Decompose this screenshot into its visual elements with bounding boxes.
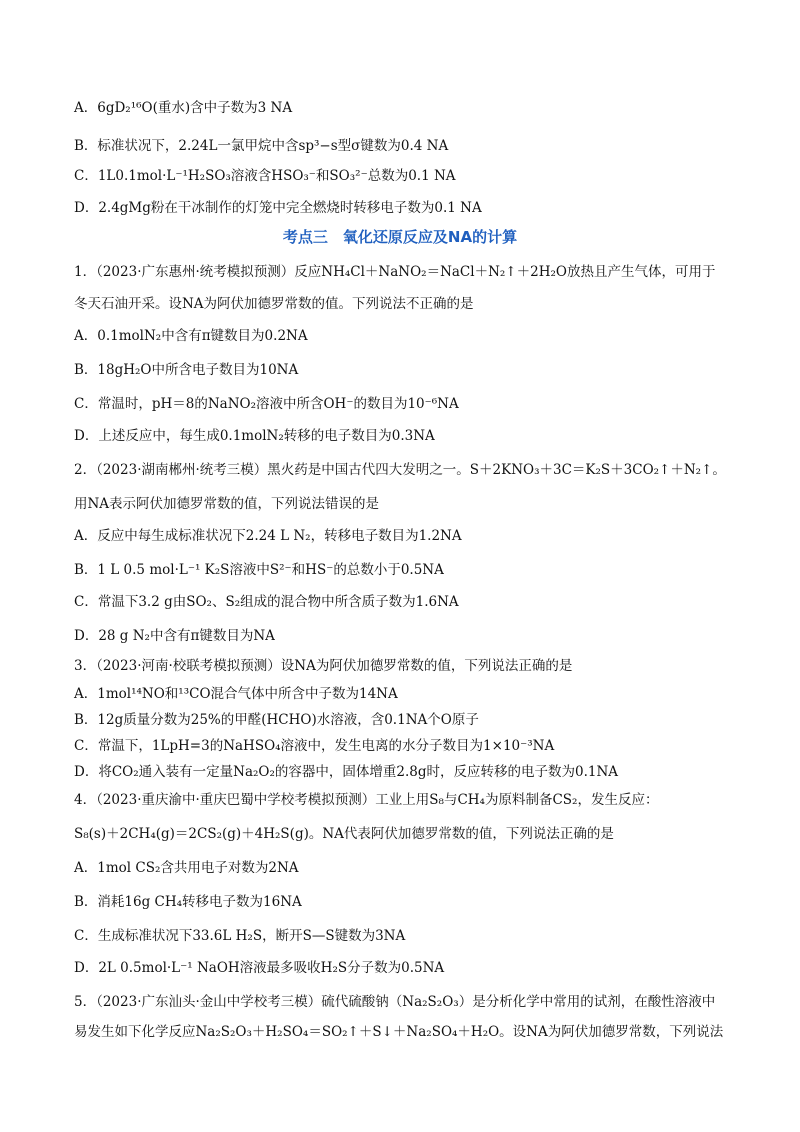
question-2-option-d: D．28 g N₂中含有π键数目为NA <box>74 628 275 644</box>
question-3-stem: 3．（2023·河南·校联考模拟预测）设NA为阿伏加德罗常数的值，下列说法正确的是 <box>74 658 573 674</box>
question-3-option-c: C．常温下，1LpH=3的NaHSO₄溶液中，发生电离的水分子数目为1×10⁻³NA <box>74 738 555 754</box>
question-4-option-c: C．生成标准状况下33.6L H₂S，断开S—S键数为3NA <box>74 928 406 944</box>
question-1-stem-line-1: 1．（2023·广东惠州·统考模拟预测）反应NH₄Cl＋NaNO₂＝NaCl＋N₂↑＋2H₂O放热且产生气体，可用于 <box>74 264 716 280</box>
question-3-option-b: B．12g质量分数为25%的甲醛(HCHO)水溶液，含0.1NA个O原子 <box>74 712 479 728</box>
question-5-stem-line-1: 5．（2023·广东汕头·金山中学校考三模）硫代硫酸钠（Na₂S₂O₃）是分析化学中常用的试剂，在酸性溶液中 <box>74 994 716 1010</box>
section-heading: 考点三 氧化还原反应及NA的计算 <box>282 228 518 246</box>
question-4-option-d: D．2L 0.5mol·L⁻¹ NaOH溶液最多吸收H₂S分子数为0.5NA <box>74 960 445 976</box>
question-4-stem-line-2: S₈(s)＋2CH₄(g)＝2CS₂(g)＋4H₂S(g)。NA代表阿伏加德罗常数的值，下列说法正确的是 <box>74 826 614 842</box>
option-a-heavy-water: A．6gD₂¹⁶O(重水)含中子数为3 NA <box>74 100 293 116</box>
question-2-option-c: C．常温下3.2 g由SO₂、S₂组成的混合物中所含质子数为1.6NA <box>74 594 459 610</box>
question-1-option-d: D．上述反应中，每生成0.1molN₂转移的电子数目为0.3NA <box>74 428 435 444</box>
question-3-option-a: A．1mol¹⁴NO和¹³CO混合气体中所含中子数为14NA <box>74 686 398 702</box>
option-b-chloromethane: B．标准状况下，2.24L一氯甲烷中含sp³−s型σ键数为0.4 NA <box>74 138 449 154</box>
option-c-sulfurous-acid: C．1L0.1mol·L⁻¹H₂SO₃溶液含HSO₃⁻和SO₃²⁻总数为0.1 NA <box>74 168 456 184</box>
option-d-magnesium: D．2.4gMg粉在干冰制作的灯笼中完全燃烧时转移电子数为0.1 NA <box>74 200 482 216</box>
question-3-option-d: D．将CO₂通入装有一定量Na₂O₂的容器中，固体增重2.8g时，反应转移的电子数为0.1NA <box>74 764 619 780</box>
question-2-stem-line-1: 2．（2023·湖南郴州·统考三模）黑火药是中国古代四大发明之一。S＋2KNO₃＋3C＝K₂S＋3CO₂↑＋N₂↑。 <box>74 462 726 478</box>
question-1-option-b: B．18gH₂O中所含电子数目为10NA <box>74 362 299 378</box>
question-1-option-a: A．0.1molN₂中含有π键数目为0.2NA <box>74 328 308 344</box>
question-2-option-a: A．反应中每生成标准状况下2.24 L N₂，转移电子数目为1.2NA <box>74 528 462 544</box>
question-5-stem-line-2: 易发生如下化学反应Na₂S₂O₃＋H₂SO₄＝SO₂↑＋S↓＋Na₂SO₄＋H₂O。设NA为阿伏加德罗常数，下列说法 <box>74 1024 724 1040</box>
question-2-option-b: B．1 L 0.5 mol·L⁻¹ K₂S溶液中S²⁻和HS⁻的总数小于0.5NA <box>74 562 444 578</box>
question-1-option-c: C．常温时，pH＝8的NaNO₂溶液中所含OH⁻的数目为10⁻⁶NA <box>74 396 459 412</box>
question-4-option-a: A．1mol CS₂含共用电子对数为2NA <box>74 860 299 876</box>
question-4-option-b: B．消耗16g CH₄转移电子数为16NA <box>74 894 302 910</box>
question-1-stem-line-2: 冬天石油开采。设NA为阿伏加德罗常数的值。下列说法不正确的是 <box>74 296 474 312</box>
question-4-stem-line-1: 4．（2023·重庆渝中·重庆巴蜀中学校考模拟预测）工业上用S₈与CH₄为原料制备CS₂，发生反应： <box>74 792 659 808</box>
question-2-stem-line-2: 用NA表示阿伏加德罗常数的值，下列说法错误的是 <box>74 496 380 512</box>
